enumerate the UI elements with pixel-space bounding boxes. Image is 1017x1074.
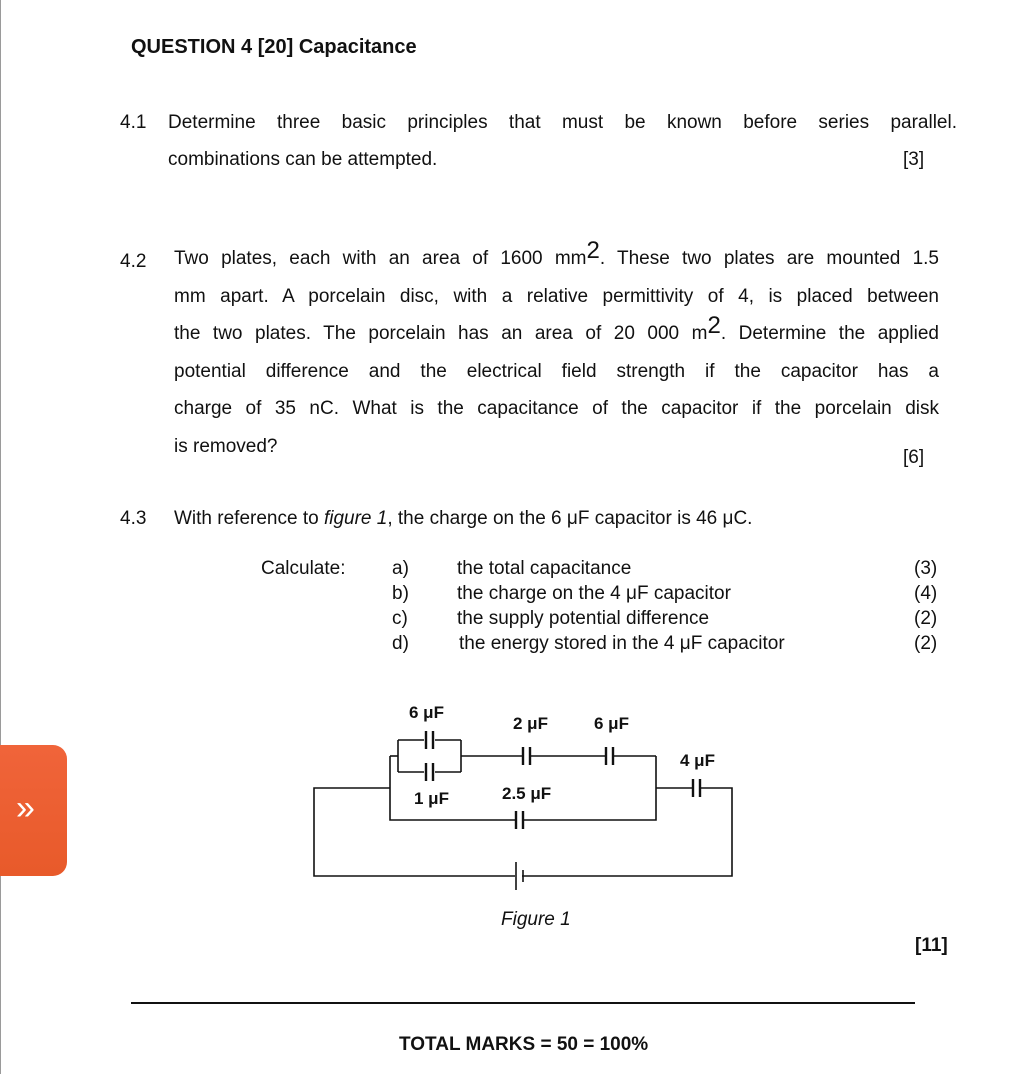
figure-caption: Figure 1 [501, 909, 571, 930]
question-title: QUESTION 4 [20] Capacitance [131, 36, 417, 58]
capacitor-2-5uF [516, 811, 523, 829]
item-mark: (4) [914, 583, 938, 604]
item-letter: d) [392, 633, 409, 654]
q42-line2: mm apart. A porcelain disc, with a relative permittivity of 4, is placed between [174, 285, 939, 307]
battery-symbol [516, 862, 523, 890]
q43-number: 4.3 [120, 508, 147, 529]
label-2-5uF: 2.5 μF [502, 784, 552, 803]
double-chevron-right-icon: » [16, 789, 35, 827]
label-6uF-a: 6 μF [409, 703, 444, 722]
capacitor-4uF [693, 779, 700, 797]
item-text: the energy stored in the 4 μF capacitor [459, 633, 785, 654]
q42-mark: [6] [903, 447, 925, 468]
item-letter: b) [392, 583, 409, 604]
item-letter: a) [392, 558, 409, 579]
capacitor-1uF [426, 763, 433, 781]
q42-line3: the two plates. The porcelain has an area of 20 000 $m^2$. Determine the applied [174, 311, 939, 344]
q42-line4: potential difference and the electrical field strength if the capacitor has a [174, 360, 939, 382]
q42-line1: Two plates, each with an area of 1600 $mm^2$. These two plates are mounted 1.5 [174, 236, 939, 269]
side-nav-button[interactable] [0, 745, 67, 876]
divider [131, 1002, 915, 1004]
capacitor-6uF-a [426, 731, 433, 749]
q41-line2: combinations can be attempted. [168, 149, 438, 170]
item-mark: (2) [914, 608, 938, 629]
label-2uF: 2 μF [513, 714, 548, 733]
item-letter: c) [392, 608, 408, 629]
capacitor-2uF [523, 747, 530, 765]
item-text: the total capacitance [457, 558, 632, 579]
item-text: the charge on the 4 μF capacitor [457, 583, 731, 604]
section-mark: [11] [915, 935, 948, 956]
q41-number: 4.1 [120, 112, 147, 133]
q41-line1: Determine three basic principles that must be known before series parallel. [168, 112, 957, 133]
label-6uF-b: 6 μF [594, 714, 629, 733]
q43-text: With reference to figure 1, the charge on the 6 μF capacitor is 46 μC. [174, 508, 753, 529]
item-text: the supply potential difference [457, 608, 710, 629]
q42-line5: charge of 35 nC. What is the capacitance of the capacitor if the porcelain disk [174, 398, 939, 419]
capacitor-symbols [426, 731, 700, 829]
label-4uF: 4 μF [680, 751, 715, 770]
q41-mark: [3] [903, 149, 925, 170]
q42-line6: is removed? [174, 435, 278, 457]
total-marks: TOTAL MARKS = 50 = 100% [399, 1034, 649, 1055]
label-1uF: 1 μF [414, 789, 449, 808]
item-mark: (3) [914, 558, 938, 579]
capacitor-6uF-b [606, 747, 613, 765]
item-mark: (2) [914, 633, 938, 654]
calculate-label: Calculate: [261, 558, 346, 579]
q42-number: 4.2 [120, 251, 147, 272]
